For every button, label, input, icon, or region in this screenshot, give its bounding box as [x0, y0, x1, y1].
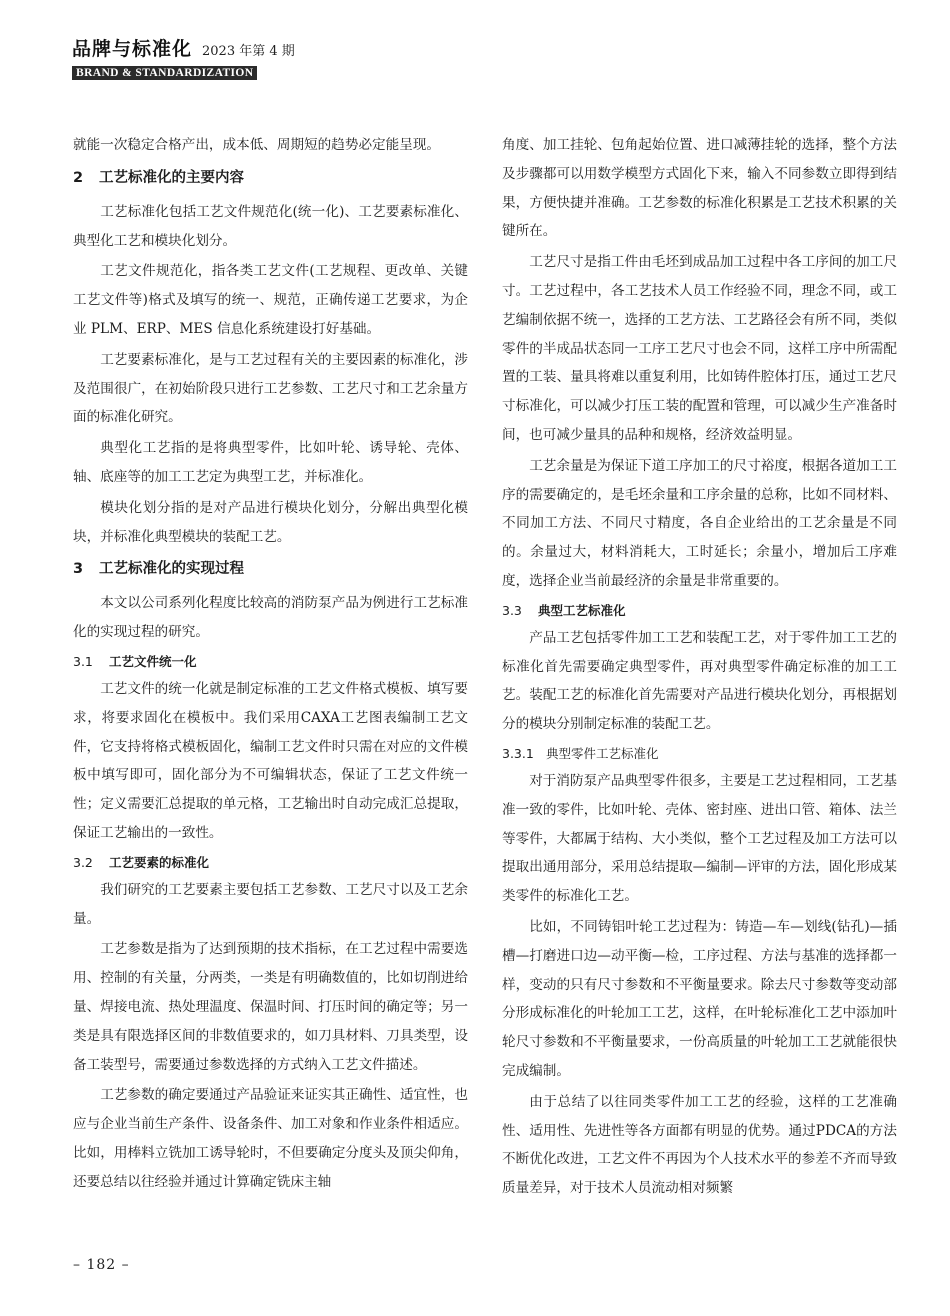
page-number: – 182 –	[73, 1257, 130, 1273]
subsection-number: 3.3	[502, 602, 522, 618]
paragraph: 比如，不同铸铝叶轮工艺过程为：铸造—车—划线(钻孔)—插槽—打磨进口边—动平衡—检，工序过程、方法与基准的选择都一样，变动的只有尺寸参数和不平衡量要求。除去尺寸参数等变动部分形成标准化的叶轮加工工艺，这样，在叶轮标准化工艺中添加叶轮尺寸参数和不平衡量要求，一份高质量的叶轮加工工艺就能很快完成编制。	[502, 918, 897, 1079]
paragraph: 工艺要素标准化，是与工艺过程有关的主要因素的标准化，涉及范围很广，在初始阶段只进行工艺参数、工艺尺寸和工艺余量方面的标准化研究。	[73, 351, 468, 426]
journal-title-row	[72, 34, 295, 61]
paragraph: 模块化划分指的是对产品进行模块化划分，分解出典型化模块，并标准化典型模块的装配工艺。	[73, 499, 468, 545]
paragraph: 工艺参数是指为了达到预期的技术指标，在工艺过程中需要选用、控制的有关量，分两类，一类是有明确数值的，比如切削进给量、焊接电流、热处理温度、保温时间、打压时间的确定等；另一类是具有限选择区间的非数值要求的，如刀具材料、刀具类型，设备工装型号，需要通过参数选择的方式纳入工艺文件描述。	[73, 941, 468, 1073]
subsection-heading-3-3	[502, 598, 897, 624]
subsection-title: 典型工艺标准化	[538, 602, 626, 618]
issue-label: 2023 年第 4 期	[202, 44, 295, 59]
subsection-title: 工艺文件统一化	[109, 653, 197, 669]
paragraph: 工艺参数的确定要通过产品验证来证实其正确性、适宜性，也应与企业当前生产条件、设备条件、加工对象和作业条件相适应。比如，用棒料立铣加工诱导轮时，不但要确定分度头及顶尖仰角，还要总结以往经验并通过计算确定铣床主轴	[73, 1087, 468, 1190]
section-title: 工艺标准化的实现过程	[99, 561, 244, 578]
paragraph: 工艺文件的统一化就是制定标准的工艺文件格式模板、填写要求，将要求固化在模板中。我们采用CAXA工艺图表编制工艺文件，它支持将格式模板固化，编制工艺文件时只需在对应的文件模板中填写即可，固化部分为不可编辑状态，保证了工艺文件统一性；定义需要汇总提取的单元格，工艺输出时自动完成汇总提取，保证工艺输出的一致性。	[73, 680, 468, 841]
subsection-number: 3.2	[73, 854, 93, 870]
paragraph: 就能一次稳定合格产出，成本低、周期短的趋势必定能呈现。	[73, 137, 441, 153]
subsection-heading-3-2	[73, 850, 468, 876]
section-number: 3	[73, 561, 84, 578]
paragraph: 工艺余量是为保证下道工序加工的尺寸裕度，根据各道加工工序的需要确定的，是毛坯余量和工序余量的总称，比如不同材料、不同加工方法、不同尺寸精度，各自企业给出的工艺余量是不同的。余量过大，材料消耗大，工时延长；余量小，增加后工序难度，选择企业当前最经济的余量是非常重要的。	[502, 457, 897, 589]
paragraph: 我们研究的工艺要素主要包括工艺参数、工艺尺寸以及工艺余量。	[73, 881, 468, 927]
paragraph: 工艺尺寸是指工件由毛坯到成品加工过程中各工序间的加工尺寸。工艺过程中，各工艺技术人员工作经验不同，理念不同，或工艺编制依据不统一，选择的工艺方法、工艺路径会有所不同，类似零件的半成品状态同一工序工艺尺寸也会不同，这样工序中所需配置的工装、量具将难以重复利用，比如铸件腔体打压，通过工艺尺寸标准化，可以减少打压工装的配置和管理，可以减少生产准备时间，也可减少量具的品种和规格，经济效益明显。	[502, 254, 897, 443]
section-heading-3	[73, 553, 468, 585]
subsection-number: 3.1	[73, 653, 93, 669]
paragraph: 产品工艺包括零件加工工艺和装配工艺，对于零件加工工艺的标准化首先需要确定典型零件，再对典型零件确定标准的加工工艺。装配工艺的标准化首先需要对产品进行模块化划分，再根据划分的模块分别制定标准的装配工艺。	[502, 629, 897, 733]
subsubsection-number: 3.3.1	[502, 745, 534, 761]
paragraph: 对于消防泵产品典型零件很多，主要是工艺过程相同，工艺基准一致的零件，比如叶轮、壳体、密封座、进出口管、箱体、法兰等零件，大都属于结构、大小类似，整个工艺过程及加工方法可以提取出通用部分，采用总结提取—编制—评审的方法，固化形成某类零件的标准化工艺。	[502, 772, 897, 905]
paragraph: 角度、加工挂轮、包角起始位置、进口减薄挂轮的选择，整个方法及步骤都可以用数学模型方式固化下来，输入不同参数立即得到结果，方便快捷并准确。工艺参数的标准化积累是工艺技术积累的关键所在。	[502, 137, 897, 240]
section-heading-2	[73, 162, 468, 194]
journal-title: 品牌与标准化	[72, 38, 193, 60]
subsection-title: 工艺要素的标准化	[109, 854, 210, 870]
right-column	[502, 131, 897, 1205]
paragraph: 典型化工艺指的是将典型零件，比如叶轮、诱导轮、壳体、轴、底座等的加工工艺定为典型工艺，并标准化。	[73, 440, 468, 485]
paragraph: 本文以公司系列化程度比较高的消防泵产品为例进行工艺标准化的实现过程的研究。	[73, 595, 468, 641]
left-column	[73, 131, 468, 1199]
section-number: 2	[73, 169, 84, 186]
section-title: 工艺标准化的主要内容	[99, 169, 244, 186]
paragraph: 由于总结了以往同类零件加工工艺的经验，这样的工艺准确性、适用性、先进性等各方面都有明显的优势。通过PDCA的方法不断优化改进，工艺文件不再因为个人技术水平的参差不齐而导致质量差异，对于技术人员流动相对频繁	[502, 1093, 897, 1197]
subsubsection-title: 典型零件工艺标准化	[546, 745, 659, 761]
paragraph: 工艺文件规范化，指各类工艺文件(工艺规程、更改单、关键工艺文件等)格式及填写的统一、规范，正确传递工艺要求，为企业 PLM、ERP、MES 信息化系统建设打好基础。	[73, 263, 468, 337]
journal-english-title: BRAND & STANDARDIZATION	[72, 66, 257, 80]
paragraph: 工艺标准化包括工艺文件规范化(统一化)、工艺要素标准化、典型化工艺和模块化划分。	[73, 203, 468, 249]
journal-header	[72, 34, 295, 80]
subsubsection-heading-3-3-1	[502, 741, 897, 767]
subsection-heading-3-1	[73, 649, 468, 675]
